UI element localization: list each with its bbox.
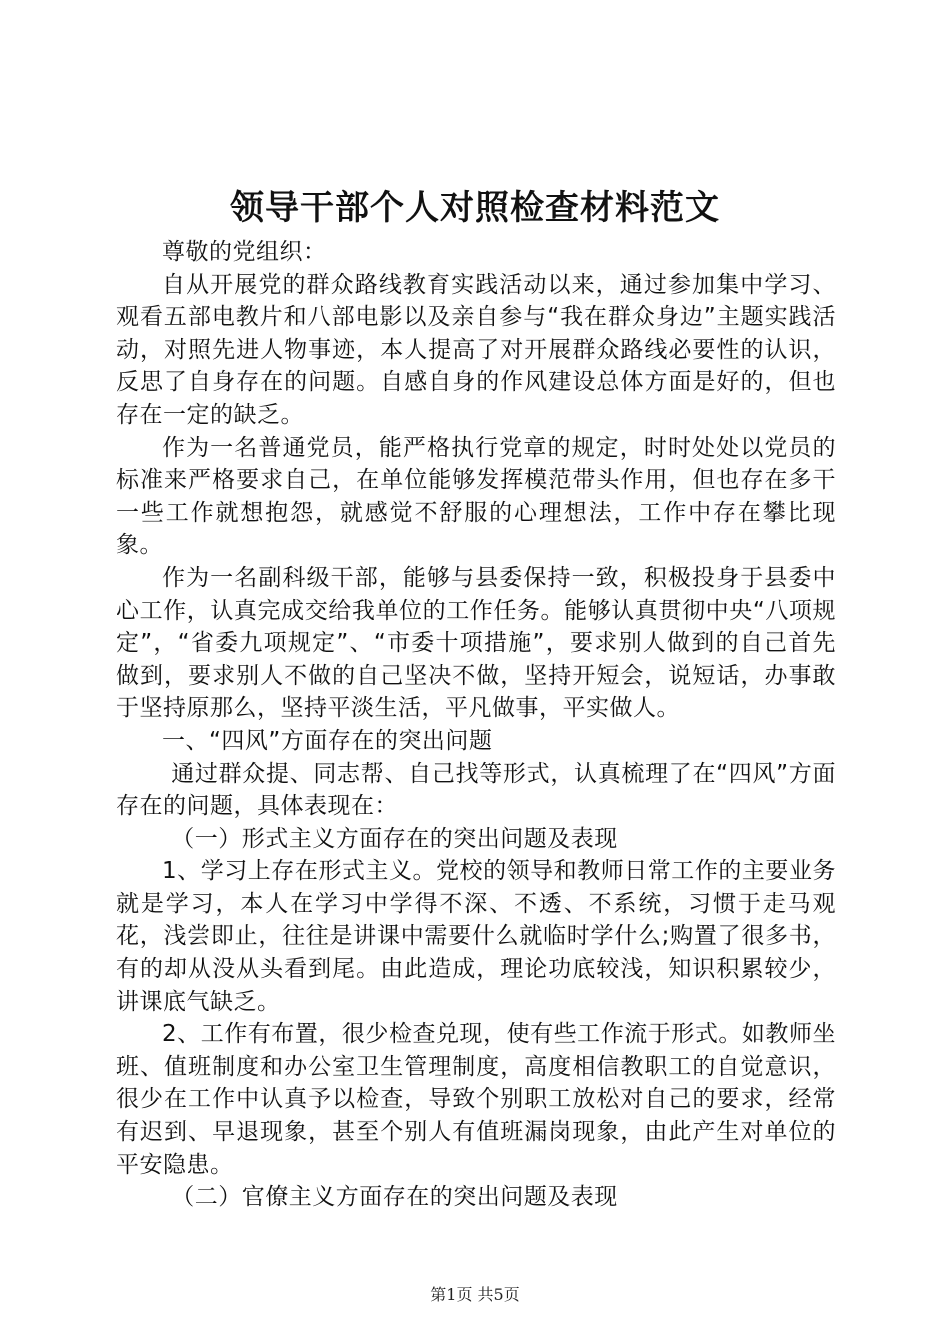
paragraph: 作为一名副科级干部，能够与县委保持一致，积极投身于县委中心工作，认真完成交给我单位的工作任务。能够认真贯彻中央“八项规定”，“省委九项规定”、“市委十项措施”，要求别人做到的自己首先做到，要求别人不做的自己坚决不做，坚持开短会，说短话，办事敢于坚持原那么，坚持平淡生活，平凡做事，平实做人。 xyxy=(116,564,836,722)
paragraph: 作为一名普通党员，能严格执行党章的规定，时时处处以党员的标准来严格要求自己，在单位能够发挥模范带头作用，但也存在多干一些工作就想抱怨，就感觉不舒服的心理想法，工作中存在攀比现象。 xyxy=(116,434,836,559)
paragraph: 通过群众提、同志帮、自己找等形式，认真梳理了在“四风”方面存在的问题，具体表现在： xyxy=(116,760,836,820)
subsection-heading: （一）形式主义方面存在的突出问题及表现 xyxy=(171,825,618,852)
subsection-heading: （二）官僚主义方面存在的突出问题及表现 xyxy=(171,1184,618,1211)
paragraph: 1、学习上存在形式主义。党校的领导和教师日常工作的主要业务就是学习，本人在学习中学得不深、不透、不系统，习惯于走马观花，浅尝即止，往往是讲课中需要什么就临时学什么;购置了很多书，有的却从没从头看到尾。由此造成，理论功底较浅，知识积累较少，讲课底气缺乏。 xyxy=(116,858,836,1015)
paragraph: 自从开展党的群众路线教育实践活动以来，通过参加集中学习、观看五部电教片和八部电影以及亲自参与“我在群众身边”主题实践活动，对照先进人物事迹，本人提高了对开展群众路线必要性的认识，反思了自身存在的问题。自感自身的作风建设总体方面是好的，但也存在一定的缺乏。 xyxy=(116,271,836,428)
page-footer: 第1页 共5页 xyxy=(430,1285,520,1304)
section-heading: 一、“四风”方面存在的突出问题 xyxy=(162,727,493,754)
paragraph: 2、工作有布置，很少检查兑现，使有些工作流于形式。如教师坐班、值班制度和办公室卫生管理制度，高度相信教职工的自觉意识，很少在工作中认真予以检查，导致个别职工放松对自己的要求，经常有迟到、早退现象，甚至个别人有值班漏岗现象，由此产生对单位的平安隐患。 xyxy=(116,1021,836,1178)
salutation: 尊敬的党组织： xyxy=(162,239,327,265)
document-title: 领导干部个人对照检查材料范文 xyxy=(230,188,720,228)
document-body xyxy=(116,236,836,1214)
